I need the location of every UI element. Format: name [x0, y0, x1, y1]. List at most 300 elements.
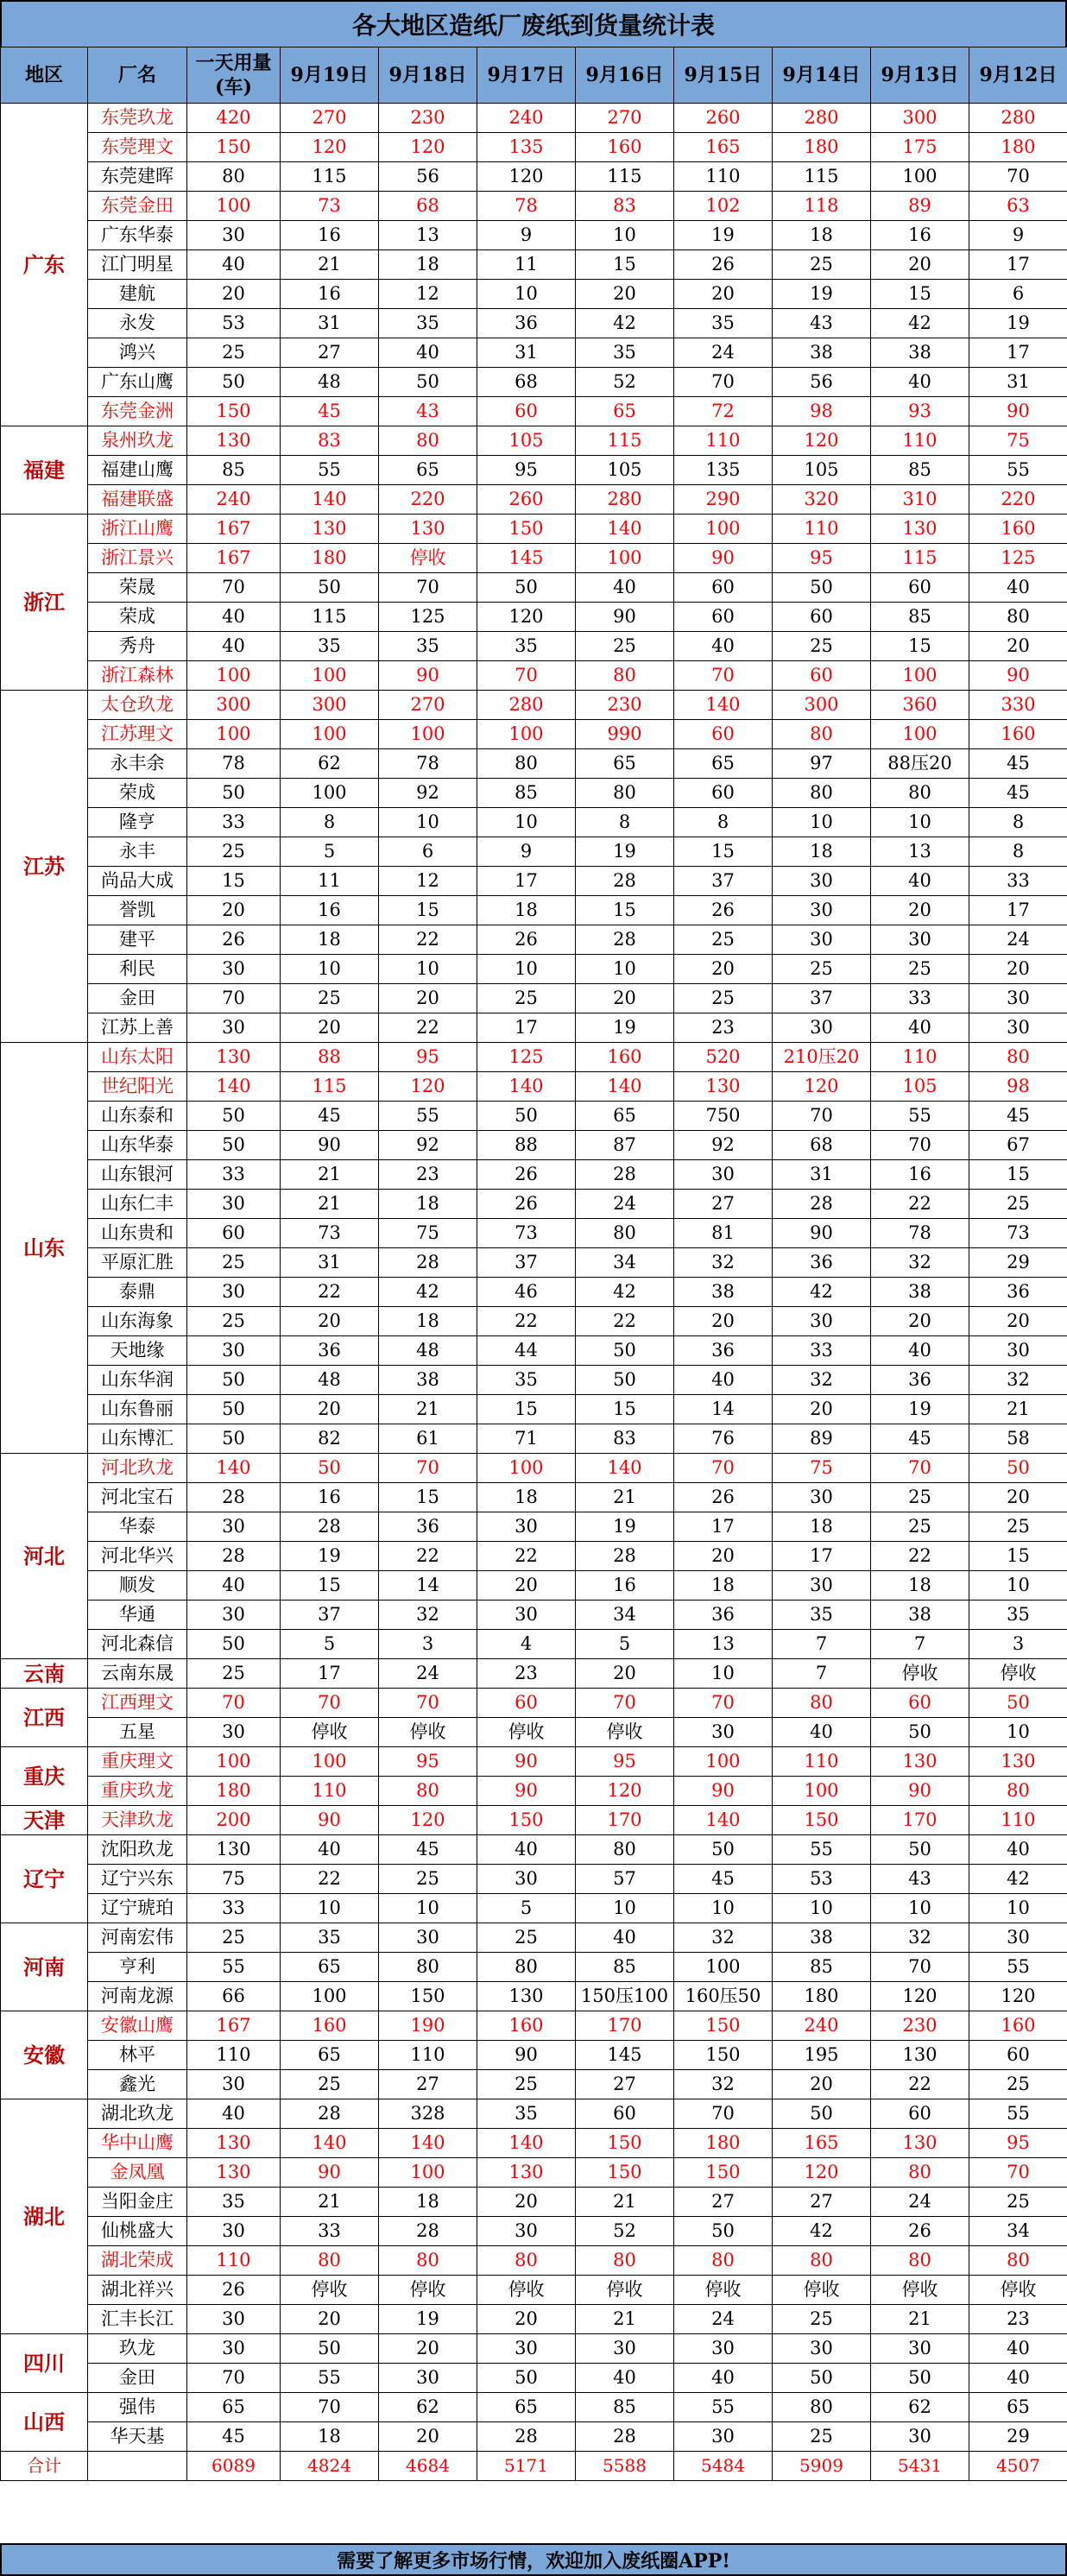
- value-cell: 120: [379, 1072, 477, 1102]
- value-cell: 10: [281, 955, 379, 984]
- value-cell: 100: [281, 1747, 379, 1777]
- value-cell: 22: [281, 1865, 379, 1894]
- value-cell: 120: [477, 162, 576, 192]
- value-cell: 19: [281, 1542, 379, 1571]
- value-cell: 25: [187, 338, 281, 368]
- value-cell: 18: [379, 1307, 477, 1336]
- value-cell: 停收: [477, 2276, 576, 2305]
- value-cell: 19: [773, 280, 871, 309]
- mill-name-cell: 江门明星: [88, 250, 187, 280]
- value-cell: 80: [674, 2246, 773, 2276]
- value-cell: 90: [674, 544, 773, 573]
- value-cell: 55: [871, 1102, 969, 1131]
- value-cell: 130: [674, 1072, 773, 1102]
- table-row: [1, 1219, 1067, 1248]
- mill-name-cell: 山东华润: [88, 1366, 187, 1395]
- value-cell: 45: [871, 1424, 969, 1454]
- value-cell: 25: [477, 984, 576, 1013]
- value-cell: 30: [379, 1923, 477, 1953]
- value-cell: 30: [477, 2217, 576, 2246]
- mill-name-cell: 秀舟: [88, 632, 187, 661]
- value-cell: 38: [871, 338, 969, 368]
- value-cell: 70: [674, 1689, 773, 1718]
- value-cell: 30: [674, 2334, 773, 2364]
- value-cell: 100: [281, 661, 379, 691]
- value-cell: 8: [576, 808, 674, 837]
- value-cell: 66: [187, 1982, 281, 2011]
- value-cell: 33: [773, 1336, 871, 1366]
- table-row: [1, 1248, 1067, 1278]
- value-cell: 停收: [871, 2276, 969, 2305]
- value-cell: 22: [379, 1013, 477, 1043]
- table-row: [1, 426, 1067, 456]
- value-cell: 10: [477, 280, 576, 309]
- table-row: [1, 1542, 1067, 1571]
- region-cell: 河南: [1, 1923, 88, 2011]
- table-row: [1, 104, 1067, 133]
- value-cell: 92: [674, 1131, 773, 1160]
- value-cell: 50: [281, 573, 379, 603]
- value-cell: 55: [969, 456, 1067, 485]
- value-cell: 300: [773, 691, 871, 720]
- mill-name-cell: 沈阳玖龙: [88, 1835, 187, 1865]
- value-cell: 25: [674, 925, 773, 955]
- table-row: [1, 1806, 1067, 1835]
- value-cell: 35: [281, 632, 379, 661]
- value-cell: 80: [773, 2246, 871, 2276]
- mill-name-cell: 福建联盛: [88, 485, 187, 515]
- table-row: [1, 1307, 1067, 1336]
- table-row: [1, 1923, 1067, 1953]
- region-cell: 河北: [1, 1454, 88, 1659]
- value-cell: 29: [969, 2422, 1067, 2452]
- value-cell: 25: [187, 1307, 281, 1336]
- table-row: [1, 368, 1067, 397]
- value-cell: 290: [674, 485, 773, 515]
- value-cell: 60: [871, 2099, 969, 2129]
- value-cell: 停收: [379, 544, 477, 573]
- value-cell: 20: [871, 1307, 969, 1336]
- value-cell: 20: [969, 1307, 1067, 1336]
- table-row: [1, 2393, 1067, 2422]
- value-cell: 27: [773, 2188, 871, 2217]
- value-cell: 42: [969, 1865, 1067, 1894]
- value-cell: 22: [871, 2070, 969, 2099]
- value-cell: 80: [379, 2246, 477, 2276]
- mill-name-cell: 河北宝石: [88, 1483, 187, 1512]
- mill-name-cell: 金凤凰: [88, 2158, 187, 2188]
- value-cell: 98: [773, 397, 871, 426]
- value-cell: 50: [187, 1366, 281, 1395]
- value-cell: 70: [187, 1689, 281, 1718]
- value-cell: 230: [576, 691, 674, 720]
- mill-name-cell: 玖龙: [88, 2334, 187, 2364]
- value-cell: 30: [773, 1483, 871, 1512]
- value-cell: 990: [576, 720, 674, 749]
- mill-name-cell: 重庆理文: [88, 1747, 187, 1777]
- value-cell: 46: [477, 1278, 576, 1307]
- value-cell: 20: [969, 955, 1067, 984]
- value-cell: 140: [576, 515, 674, 544]
- value-cell: 20: [379, 2334, 477, 2364]
- mill-name-cell: 山东泰和: [88, 1102, 187, 1131]
- value-cell: 150压100: [576, 1982, 674, 2011]
- value-cell: 95: [969, 2129, 1067, 2158]
- value-cell: 140: [576, 1454, 674, 1483]
- table-row: [1, 2041, 1067, 2070]
- value-cell: 140: [187, 1454, 281, 1483]
- value-cell: 80: [871, 2246, 969, 2276]
- value-cell: 160: [576, 1043, 674, 1072]
- value-cell: 8: [281, 808, 379, 837]
- value-cell: 20: [187, 896, 281, 925]
- value-cell: 40: [477, 1835, 576, 1865]
- value-cell: 70: [379, 573, 477, 603]
- table-row: [1, 1718, 1067, 1747]
- value-cell: 37: [281, 1601, 379, 1630]
- mill-name-cell: 隆亨: [88, 808, 187, 837]
- value-cell: 30: [773, 1571, 871, 1601]
- value-cell: 57: [576, 1865, 674, 1894]
- table-row: [1, 1366, 1067, 1395]
- value-cell: 80: [576, 1835, 674, 1865]
- value-cell: 停收: [379, 2276, 477, 2305]
- value-cell: 40: [674, 632, 773, 661]
- value-cell: 30: [773, 896, 871, 925]
- value-cell: 3: [379, 1630, 477, 1659]
- table-row: [1, 1659, 1067, 1689]
- value-cell: 60: [477, 1689, 576, 1718]
- value-cell: 170: [576, 2011, 674, 2041]
- value-cell: 33: [187, 808, 281, 837]
- value-cell: 56: [379, 162, 477, 192]
- value-cell: 30: [187, 955, 281, 984]
- value-cell: 52: [576, 368, 674, 397]
- mill-name-cell: 河南宏伟: [88, 1923, 187, 1953]
- value-cell: 110: [871, 1043, 969, 1072]
- value-cell: 28: [379, 1248, 477, 1278]
- value-cell: 55: [379, 1102, 477, 1131]
- value-cell: 停收: [281, 1718, 379, 1747]
- region-cell: 重庆: [1, 1747, 88, 1806]
- table-row: [1, 1013, 1067, 1043]
- table-body: [1, 104, 1067, 2481]
- value-cell: 22: [379, 1542, 477, 1571]
- region-cell: 山西: [1, 2393, 88, 2452]
- value-cell: 44: [477, 1336, 576, 1366]
- mill-name-cell: 华通: [88, 1601, 187, 1630]
- value-cell: 80: [773, 779, 871, 808]
- value-cell: 90: [477, 1747, 576, 1777]
- value-cell: 43: [773, 309, 871, 338]
- value-cell: 92: [379, 779, 477, 808]
- mill-name-cell: 金田: [88, 2364, 187, 2393]
- value-cell: 85: [773, 1953, 871, 1982]
- value-cell: 70: [969, 162, 1067, 192]
- value-cell: 85: [576, 1953, 674, 1982]
- value-cell: 100: [379, 720, 477, 749]
- value-cell: 60: [969, 2041, 1067, 2070]
- value-cell: 17: [773, 1542, 871, 1571]
- value-cell: 58: [969, 1424, 1067, 1454]
- value-cell: 33: [187, 1894, 281, 1923]
- value-cell: 55: [773, 1835, 871, 1865]
- mill-name-cell: 山东贵和: [88, 1219, 187, 1248]
- mill-name-cell: 华泰: [88, 1512, 187, 1542]
- value-cell: 60: [871, 573, 969, 603]
- table-row: [1, 2011, 1067, 2041]
- value-cell: 80: [871, 779, 969, 808]
- value-cell: 70: [674, 1454, 773, 1483]
- value-cell: 38: [773, 338, 871, 368]
- value-cell: 115: [281, 1072, 379, 1102]
- value-cell: 100: [674, 1953, 773, 1982]
- region-cell: 江苏: [1, 691, 88, 1043]
- value-cell: 27: [674, 1190, 773, 1219]
- table-row: [1, 1454, 1067, 1483]
- value-cell: 45: [969, 779, 1067, 808]
- value-cell: 180: [773, 133, 871, 162]
- value-cell: 300: [871, 104, 969, 133]
- value-cell: 30: [477, 1601, 576, 1630]
- value-cell: 160: [969, 515, 1067, 544]
- value-cell: 102: [674, 192, 773, 221]
- value-cell: 24: [969, 925, 1067, 955]
- value-cell: 25: [379, 1865, 477, 1894]
- table-row: [1, 2129, 1067, 2158]
- value-cell: 50: [379, 368, 477, 397]
- value-cell: 110: [969, 1806, 1067, 1835]
- value-cell: 130: [871, 1747, 969, 1777]
- table-row: [1, 2188, 1067, 2217]
- mill-name-cell: 浙江森林: [88, 661, 187, 691]
- value-cell: 30: [576, 2334, 674, 2364]
- value-cell: 25: [871, 1512, 969, 1542]
- region-cell: 湖北: [1, 2099, 88, 2334]
- value-cell: 100: [674, 515, 773, 544]
- value-cell: 30: [871, 2334, 969, 2364]
- value-cell: 56: [773, 368, 871, 397]
- value-cell: 30: [187, 2334, 281, 2364]
- value-cell: 100: [871, 720, 969, 749]
- table-row: [1, 1043, 1067, 1072]
- value-cell: 45: [379, 1835, 477, 1865]
- mill-name-cell: 山东银河: [88, 1160, 187, 1190]
- value-cell: 35: [187, 2188, 281, 2217]
- value-cell: 82: [281, 1424, 379, 1454]
- mill-name-cell: 广东华泰: [88, 221, 187, 250]
- region-cell: 云南: [1, 1659, 88, 1689]
- value-cell: 43: [871, 1865, 969, 1894]
- value-cell: 150: [477, 1806, 576, 1835]
- value-cell: 80: [379, 1777, 477, 1806]
- value-cell: 70: [281, 2393, 379, 2422]
- value-cell: 27: [576, 2070, 674, 2099]
- table-row: [1, 2305, 1067, 2334]
- value-cell: 45: [969, 749, 1067, 779]
- value-cell: 180: [187, 1777, 281, 1806]
- value-cell: 50: [969, 1689, 1067, 1718]
- value-cell: 15: [871, 280, 969, 309]
- table-row: [1, 1190, 1067, 1219]
- value-cell: 85: [187, 456, 281, 485]
- value-cell: 310: [871, 485, 969, 515]
- value-cell: 80: [576, 661, 674, 691]
- value-cell: 115: [281, 162, 379, 192]
- value-cell: 150: [477, 515, 576, 544]
- value-cell: 60: [674, 573, 773, 603]
- value-cell: 31: [281, 309, 379, 338]
- value-cell: 80: [379, 1953, 477, 1982]
- value-cell: 15: [187, 867, 281, 896]
- value-cell: 18: [773, 837, 871, 867]
- value-cell: 38: [379, 1366, 477, 1395]
- value-cell: 140: [477, 2129, 576, 2158]
- value-cell: 300: [187, 691, 281, 720]
- value-cell: 35: [969, 1601, 1067, 1630]
- value-cell: 16: [576, 1571, 674, 1601]
- value-cell: 20: [477, 1571, 576, 1601]
- value-cell: 50: [281, 1454, 379, 1483]
- mill-name-cell: 湖北荣成: [88, 2246, 187, 2276]
- value-cell: 50: [674, 1835, 773, 1865]
- value-cell: 24: [674, 2305, 773, 2334]
- value-cell: 135: [477, 133, 576, 162]
- column-header: 厂名: [88, 47, 187, 104]
- value-cell: 10: [477, 955, 576, 984]
- value-cell: 35: [477, 632, 576, 661]
- value-cell: 16: [281, 221, 379, 250]
- value-cell: 180: [969, 133, 1067, 162]
- value-cell: 32: [674, 1923, 773, 1953]
- table-row: [1, 280, 1067, 309]
- table-row: [1, 1160, 1067, 1190]
- value-cell: 90: [281, 1131, 379, 1160]
- value-cell: 120: [773, 1072, 871, 1102]
- value-cell: 20: [281, 1395, 379, 1424]
- value-cell: 21: [969, 1395, 1067, 1424]
- value-cell: 30: [187, 221, 281, 250]
- value-cell: 18: [871, 1571, 969, 1601]
- value-cell: 20: [379, 2422, 477, 2452]
- value-cell: 170: [871, 1806, 969, 1835]
- mill-name-cell: 当阳金庄: [88, 2188, 187, 2217]
- value-cell: 280: [477, 691, 576, 720]
- value-cell: 21: [871, 2305, 969, 2334]
- table-row: [1, 661, 1067, 691]
- value-cell: 110: [187, 2041, 281, 2070]
- mill-name-cell: 江西理文: [88, 1689, 187, 1718]
- value-cell: 61: [379, 1424, 477, 1454]
- value-cell: 62: [281, 749, 379, 779]
- value-cell: 15: [576, 896, 674, 925]
- table-title: 各大地区造纸厂废纸到货量统计表: [0, 0, 1067, 48]
- value-cell: 20: [379, 984, 477, 1013]
- table-row: [1, 2070, 1067, 2099]
- mill-name-cell: 江苏理文: [88, 720, 187, 749]
- value-cell: 30: [187, 1718, 281, 1747]
- value-cell: 36: [477, 309, 576, 338]
- value-cell: 18: [379, 250, 477, 280]
- table-row: [1, 1982, 1067, 2011]
- value-cell: 53: [187, 309, 281, 338]
- value-cell: 180: [773, 1982, 871, 2011]
- value-cell: 23: [477, 1659, 576, 1689]
- value-cell: 83: [576, 1424, 674, 1454]
- total-empty-cell: [88, 2452, 187, 2481]
- value-cell: 14: [674, 1395, 773, 1424]
- value-cell: 180: [281, 544, 379, 573]
- value-cell: 17: [477, 1013, 576, 1043]
- value-cell: 20: [773, 1395, 871, 1424]
- value-cell: 35: [281, 1923, 379, 1953]
- value-cell: 30: [477, 1865, 576, 1894]
- mill-name-cell: 安徽山鹰: [88, 2011, 187, 2041]
- value-cell: 50: [871, 1835, 969, 1865]
- value-cell: 20: [187, 280, 281, 309]
- value-cell: 150: [576, 2129, 674, 2158]
- value-cell: 25: [773, 250, 871, 280]
- mill-name-cell: 浙江山鹰: [88, 515, 187, 544]
- value-cell: 10: [969, 1718, 1067, 1747]
- value-cell: 50: [187, 1630, 281, 1659]
- region-cell: 安徽: [1, 2011, 88, 2099]
- value-cell: 35: [379, 632, 477, 661]
- value-cell: 165: [674, 133, 773, 162]
- value-cell: 25: [187, 1659, 281, 1689]
- table-row: [1, 1512, 1067, 1542]
- value-cell: 25: [187, 1248, 281, 1278]
- mill-name-cell: 湖北祥兴: [88, 2276, 187, 2305]
- value-cell: 36: [871, 1366, 969, 1395]
- value-cell: 23: [969, 2305, 1067, 2334]
- value-cell: 32: [871, 1248, 969, 1278]
- value-cell: 42: [773, 1278, 871, 1307]
- value-cell: 30: [187, 1013, 281, 1043]
- value-cell: 13: [379, 221, 477, 250]
- value-cell: 70: [576, 1689, 674, 1718]
- mill-name-cell: 永发: [88, 309, 187, 338]
- value-cell: 53: [773, 1865, 871, 1894]
- value-cell: 停收: [576, 1718, 674, 1747]
- value-cell: 10: [674, 1894, 773, 1923]
- value-cell: 50: [477, 573, 576, 603]
- value-cell: 36: [674, 1601, 773, 1630]
- value-cell: 55: [187, 1953, 281, 1982]
- table-row: [1, 485, 1067, 515]
- value-cell: 35: [674, 309, 773, 338]
- value-cell: 19: [674, 221, 773, 250]
- value-cell: 28: [773, 1190, 871, 1219]
- value-cell: 130: [379, 515, 477, 544]
- value-cell: 210压20: [773, 1043, 871, 1072]
- value-cell: 3: [969, 1630, 1067, 1659]
- value-cell: 20: [871, 896, 969, 925]
- value-cell: 115: [871, 544, 969, 573]
- value-cell: 30: [871, 925, 969, 955]
- value-cell: 95: [576, 1747, 674, 1777]
- value-cell: 32: [871, 1923, 969, 1953]
- value-cell: 30: [773, 867, 871, 896]
- value-cell: 88: [281, 1043, 379, 1072]
- mill-name-cell: 荣成: [88, 779, 187, 808]
- region-cell: 广东: [1, 104, 88, 426]
- value-cell: 40: [969, 2364, 1067, 2393]
- value-cell: 30: [187, 2070, 281, 2099]
- value-cell: 73: [281, 1219, 379, 1248]
- column-header: 一天用量(车): [187, 47, 281, 104]
- value-cell: 18: [773, 1512, 871, 1542]
